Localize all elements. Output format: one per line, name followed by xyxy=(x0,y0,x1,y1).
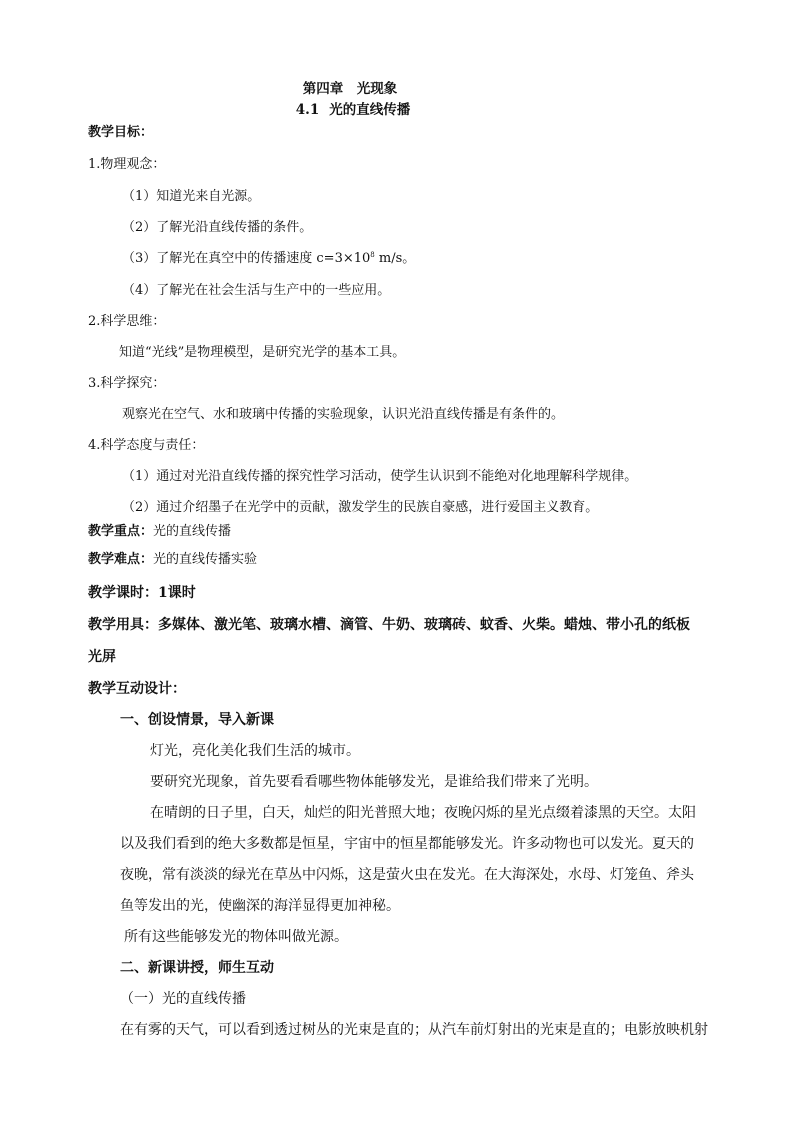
scientific-thinking-label: 2.科学思维： xyxy=(88,314,166,329)
class-hours-label: 教学课时： xyxy=(88,585,158,601)
tools-text-line1: 多媒体、激光笔、玻璃水槽、滴管、牛奶、玻璃砖、蚊香、火柴。蜡烛、带小孔的纸板 xyxy=(158,617,690,633)
objective-item-speed xyxy=(122,250,415,268)
part1-paragraph-line: 夜晚，常有淡淡的绿光在草丛中闪烁，这是萤火虫在发光。在大海深处，水母、灯笼鱼、斧头 xyxy=(120,867,694,883)
speed-unit: m/s。 xyxy=(374,251,416,266)
part2-heading: 二、新课讲授，师生互动 xyxy=(120,960,274,976)
part1-heading: 一、创设情景，导入新课 xyxy=(120,712,274,728)
key-point-label: 教学重点： xyxy=(88,524,154,539)
difficult-point xyxy=(88,551,257,569)
speed-exponent: 8 xyxy=(370,251,375,259)
objective-item: （2）了解光沿直线传播的条件。 xyxy=(122,220,313,235)
objectives-heading: 教学目标： xyxy=(88,125,154,140)
objective-item: （4）了解光在社会生活与生产中的一些应用。 xyxy=(122,283,391,298)
part1-paragraph: 要研究光现象，首先要看看哪些物体能够发光，是谁给我们带来了光明。 xyxy=(150,774,598,790)
part1-paragraph-line: 在晴朗的日子里，白天，灿烂的阳光普照大地；夜晚闪烁的星光点缀着漆黑的天空。太阳 xyxy=(150,805,696,821)
class-hours-text: 1课时 xyxy=(158,585,196,601)
part1-paragraph: 灯光，亮化美化我们生活的城市。 xyxy=(150,743,360,759)
interactive-design-heading: 教学互动设计： xyxy=(88,681,186,697)
part1-paragraph-line: 鱼等发出的光，使幽深的海洋显得更加神秘。 xyxy=(120,898,400,914)
tools xyxy=(88,616,690,634)
attitude-item: （2）通过介绍墨子在光学中的贡献，激发学生的民族自豪感，进行爱国主义教育。 xyxy=(122,500,599,515)
scientific-thinking-text: 知道“光线”是物理模型，是研究光学的基本工具。 xyxy=(119,345,406,360)
key-point-text: 光的直线传播 xyxy=(153,524,232,539)
objective-item: （1）知道光来自光源。 xyxy=(122,189,261,204)
scientific-inquiry-label: 3.科学探究： xyxy=(88,376,166,391)
tools-label: 教学用具： xyxy=(88,617,158,633)
scientific-inquiry-text: 观察光在空气、水和玻璃中传播的实验现象，认识光沿直线传播是有条件的。 xyxy=(122,407,565,422)
section-title: 光的直线传播 xyxy=(329,102,411,118)
difficult-point-text: 光的直线传播实验 xyxy=(153,552,258,567)
part1-paragraph: 所有这些能够发光的物体叫做光源。 xyxy=(124,929,348,945)
key-point xyxy=(88,523,231,541)
difficult-point-label: 教学难点： xyxy=(88,552,154,567)
attitude-item: （1）通过对光沿直线传播的探究性学习活动，使学生认识到不能绝对化地理解科学规律。 xyxy=(122,469,638,484)
chapter-title: 第四章 光现象 xyxy=(302,81,398,97)
tools-text-line2: 光屏 xyxy=(88,649,116,665)
part2-subheading: （一）光的直线传播 xyxy=(120,991,246,1007)
section-title-line xyxy=(0,101,706,119)
physics-concept-label: 1.物理观念： xyxy=(88,157,166,172)
section-number: 4.1 xyxy=(295,102,320,118)
part2-paragraph: 在有雾的天气，可以看到透过树丛的光束是直的；从汽车前灯射出的光束是直的；电影放映机射 xyxy=(120,1022,708,1038)
speed-prefix: （3）了解光在真空中的传播速度 c=3×10 xyxy=(122,251,371,266)
attitude-label: 4.科学态度与责任： xyxy=(88,438,205,453)
part1-paragraph-line: 以及我们看到的绝大多数都是恒星，宇宙中的恒星都能够发光。许多动物也可以发光。夏天的 xyxy=(120,836,694,852)
class-hours xyxy=(88,584,196,602)
